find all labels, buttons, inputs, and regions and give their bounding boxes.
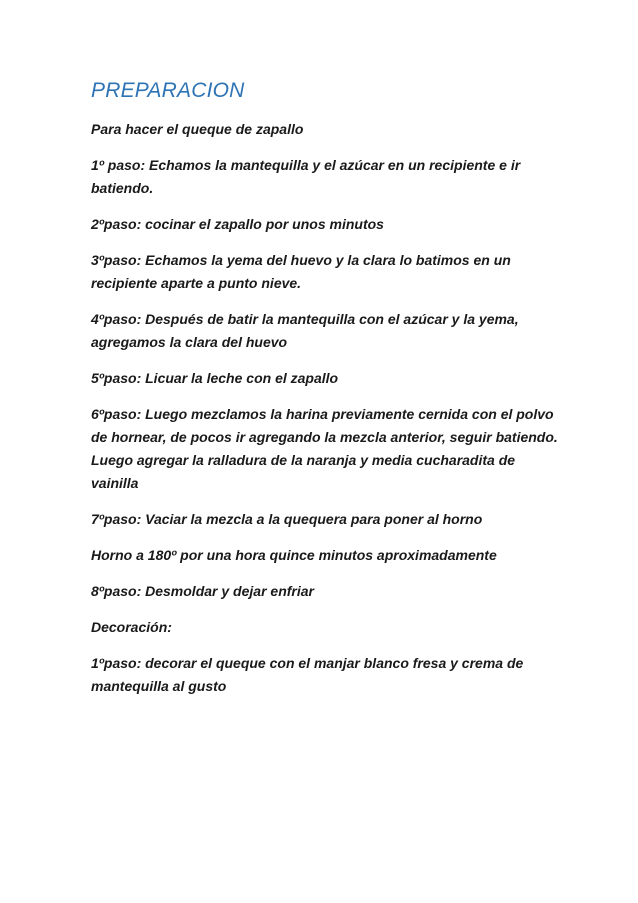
section-heading: PREPARACION (91, 79, 245, 102)
step-8: 8ºpaso: Desmoldar y dejar enfriar (91, 583, 314, 599)
step-6: 6ºpaso: Luego mezclamos la harina previamente cernida con el polvo de hornear, de pocos ir agregando la mezcla anterior, seguir batiendo. Luego agregar la ralladura de la naranja y media cucharadita de vainilla (91, 406, 558, 491)
step-2: 2ºpaso: cocinar el zapallo por unos minutos (91, 216, 384, 232)
step-1: 1º paso: Echamos la mantequilla y el azúcar en un recipiente e ir batiendo. (91, 157, 521, 196)
step-3: 3ºpaso: Echamos la yema del huevo y la clara lo batimos en un recipiente aparte a punto nieve. (91, 252, 511, 291)
decoration-heading: Decoración: (91, 619, 172, 635)
oven-note: Horno a 180º por una hora quince minutos aproximadamente (91, 547, 497, 563)
step-5: 5ºpaso: Licuar la leche con el zapallo (91, 370, 339, 386)
recipe-intro: Para hacer el queque de zapallo (91, 121, 304, 137)
recipe-body (91, 118, 561, 711)
step-4: 4ºpaso: Después de batir la mantequilla con el azúcar y la yema, agregamos la clara del huevo (91, 311, 519, 350)
step-7: 7ºpaso: Vaciar la mezcla a la quequera para poner al horno (91, 511, 483, 527)
decoration-step-1: 1ºpaso: decorar el queque con el manjar blanco fresa y crema de mantequilla al gusto (91, 655, 524, 694)
